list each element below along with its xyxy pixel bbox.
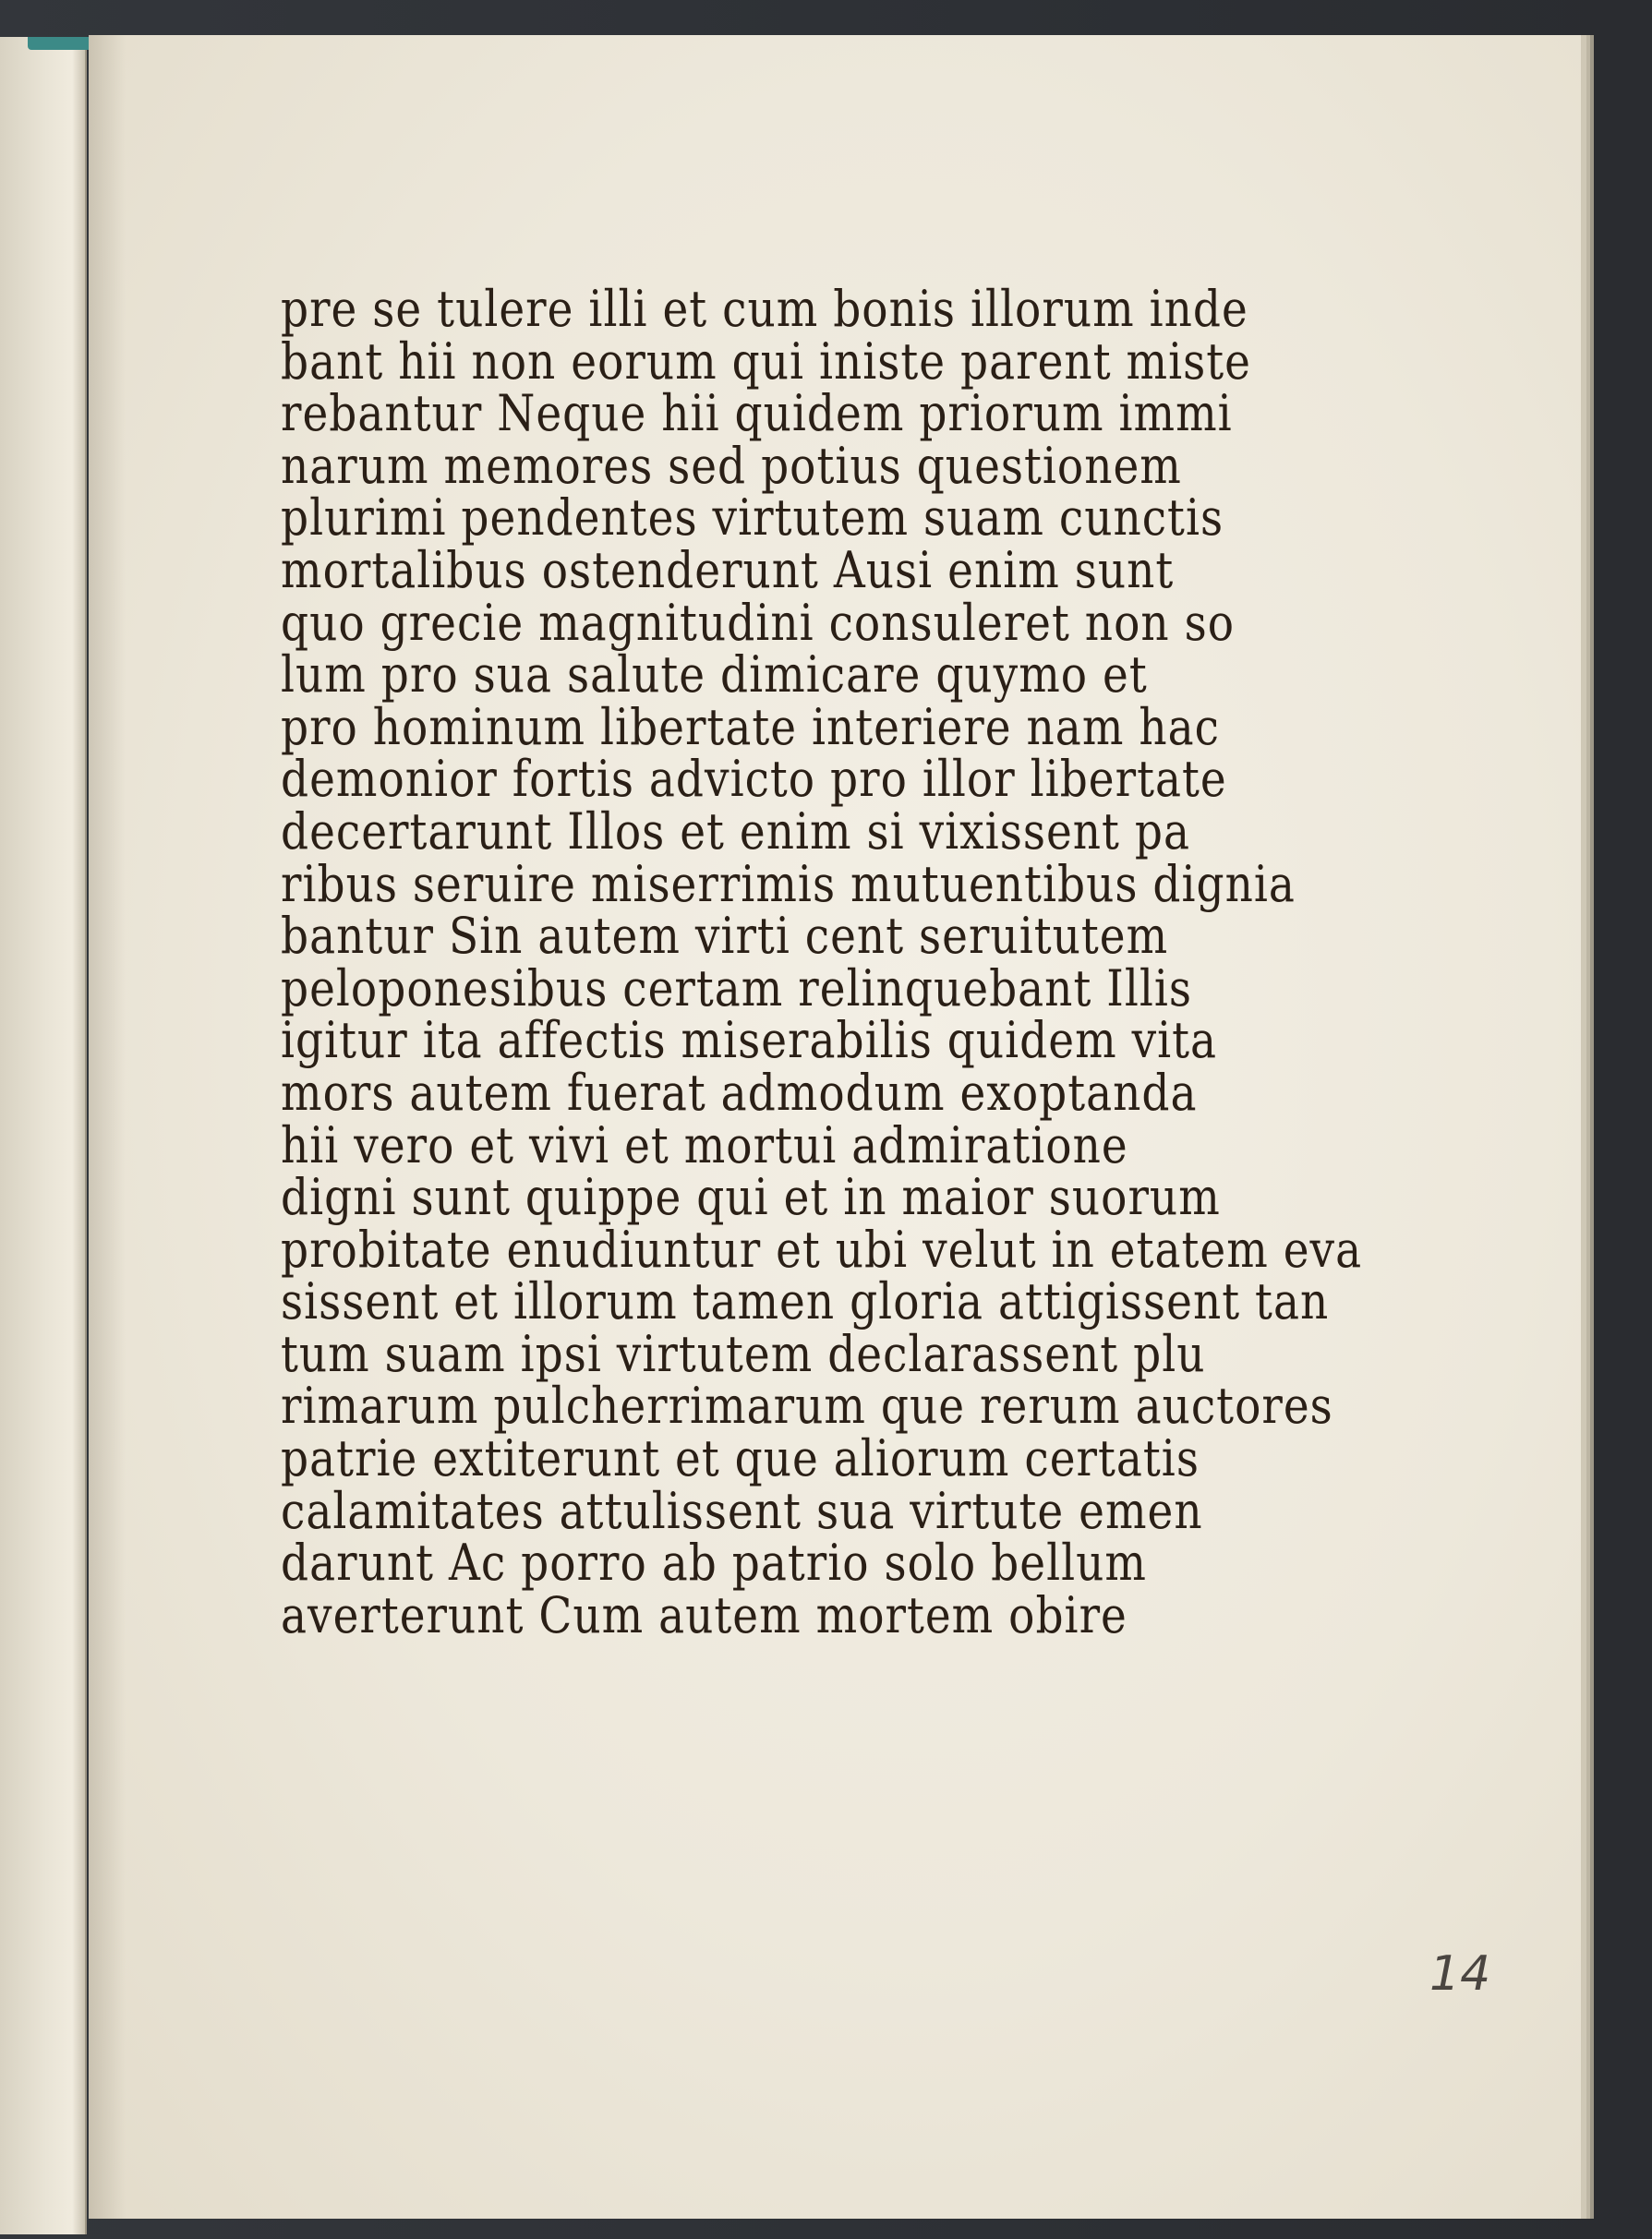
text-line: rebantur Neque hii quidem priorum immi <box>281 384 1233 444</box>
text-line: demonior fortis advicto pro illor libertate <box>281 751 1227 810</box>
text-line: bant hii non eorum qui iniste parent miste <box>281 332 1251 391</box>
text-line: tum suam ipsi virtutem declarassent plu <box>281 1325 1206 1384</box>
text-line: sissent et illorum tamen gloria attigissent tan <box>281 1273 1330 1332</box>
text-line: plurimi pendentes virtutem suam cunctis <box>281 489 1224 548</box>
folio-number: 14 <box>1429 1946 1491 2002</box>
text-block <box>281 280 1363 1645</box>
text-line: calamitates attulissent sua virtute emen <box>281 1482 1203 1541</box>
text-line: mortalibus ostenderunt Ausi enim sunt <box>281 541 1175 600</box>
text-line: patrie extiterunt et que aliorum certatis <box>281 1429 1200 1489</box>
text-line: pre se tulere illi et cum bonis illorum inde <box>281 280 1248 340</box>
text-line: digni sunt quippe qui et in maior suorum <box>281 1168 1221 1228</box>
text-line: ribus seruire miserrimis mutuentibus dignia <box>281 855 1296 914</box>
text-line: probitate enudiuntur et ubi velut in etatem eva <box>281 1221 1363 1280</box>
text-line: lum pro sua salute dimicare quymo et <box>281 645 1148 705</box>
facing-page-edge <box>0 37 87 2234</box>
text-line: narum memores sed potius questionem <box>281 437 1182 496</box>
text-line: decertarunt Illos et enim si vixissent pa <box>281 802 1190 861</box>
text-line: igitur ita affectis miserabilis quidem vita <box>281 1012 1218 1071</box>
text-line: hii vero et vivi et mortui admiratione <box>281 1116 1128 1175</box>
text-line: averterunt Cum autem mortem obire <box>281 1586 1127 1645</box>
manuscript-leaf <box>89 35 1581 2219</box>
text-line: quo grecie magnitudini consuleret non so <box>281 594 1235 653</box>
text-line: bantur Sin autem virti cent seruitutem <box>281 907 1169 967</box>
binding-edge <box>28 37 92 50</box>
text-line: pro hominum libertate interiere nam hac <box>281 698 1220 757</box>
text-line: mors autem fuerat admodum exoptanda <box>281 1064 1198 1123</box>
text-line: darunt Ac porro ab patrio solo bellum <box>281 1535 1147 1594</box>
text-line: rimarum pulcherrimarum que rerum auctores <box>281 1378 1333 1437</box>
text-line: peloponesibus certam relinquebant Illis <box>281 959 1193 1018</box>
